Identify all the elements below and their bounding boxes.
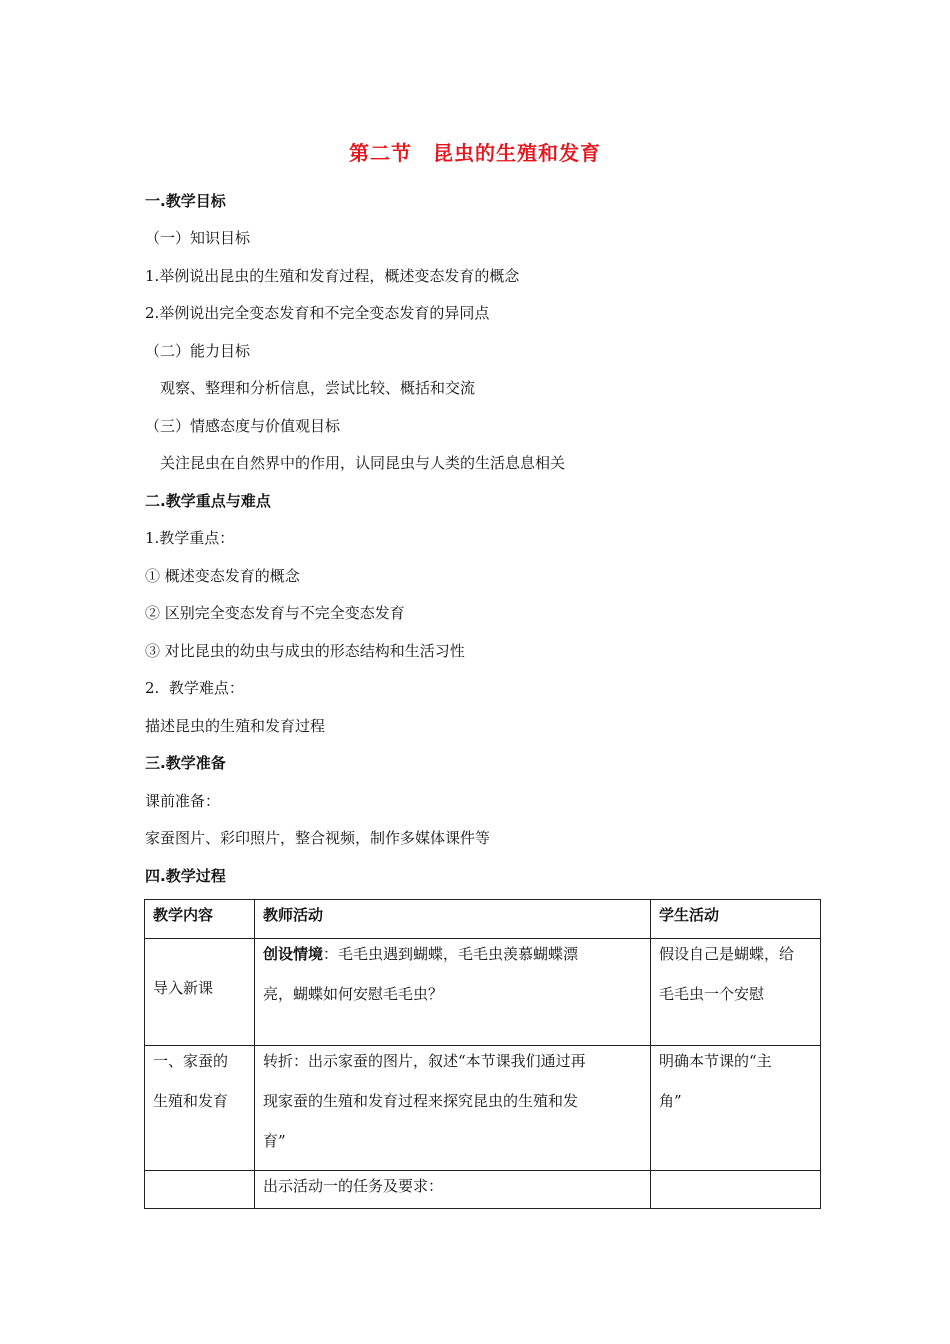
focus-item-2: ② 区别完全变态发育与不完全变态发育 [145,604,405,622]
section-heading-process: 四.教学过程 [145,867,226,885]
row2-teacher-line-2: 现家蚕的生殖和发育过程来探究昆虫的生殖和发 [263,1092,579,1110]
table-cell [255,939,651,1046]
row1-teacher-bold-lead: 创设情境 [263,945,324,963]
focus-item-3: ③ 对比昆虫的幼虫与成虫的形态结构和生活习性 [145,642,465,660]
header-teacher: 教师活动 [263,906,324,924]
focus-item-1: ① 概述变态发育的概念 [145,567,300,585]
focus-heading: 1.教学重点： [145,529,235,547]
table-header-cell [651,900,821,939]
row2-content-line-1: 一、家蚕的 [153,1052,229,1070]
table-header-row [145,900,821,939]
row2-student-line-2: 角” [659,1092,682,1110]
emotion-objectives-text: 关注昆虫在自然界中的作用，认同昆虫与人类的生活息息相关 [160,454,566,472]
row1-teacher-text: ：毛毛虫遇到蝴蝶，毛毛虫羡慕蝴蝶漂 [323,945,579,963]
row1-student-line-1: 假设自己是蝴蝶，给 [659,945,795,963]
header-student: 学生活动 [659,906,720,924]
table-row [145,1046,821,1171]
table-row [145,939,821,1046]
row2-student-line-1: 明确本节课的“主 [659,1052,772,1070]
difficulty-heading: 2. 教学难点： [145,679,244,697]
table-cell [145,1171,255,1209]
table-cell [255,1171,651,1209]
table-header-cell [255,900,651,939]
table-cell [255,1046,651,1171]
header-content: 教学内容 [153,906,214,924]
ability-objectives-text: 观察、整理和分析信息，尝试比较、概括和交流 [160,379,476,397]
table-cell [651,1046,821,1171]
pre-class-label: 课前准备： [145,792,221,810]
knowledge-objective-2: 2.举例说出完全变态发育和不完全变态发育的异同点 [145,304,490,322]
page-title: 第二节 昆虫的生殖和发育 [349,141,601,165]
knowledge-objectives-heading: （一）知识目标 [145,229,251,247]
ability-objectives-heading: （二）能力目标 [145,342,251,360]
row2-teacher-line-1: 转折：出示家蚕的图片，叙述“本节课我们通过再 [263,1052,586,1070]
row2-teacher-line-3: 育” [263,1132,286,1150]
table-cell [651,1171,821,1209]
teaching-process-table [144,899,821,1209]
table-row [145,1171,821,1209]
table-cell [145,1046,255,1171]
difficulty-text: 描述昆虫的生殖和发育过程 [145,717,326,735]
emotion-objectives-heading: （三）情感态度与价值观目标 [145,417,341,435]
row2-content-line-2: 生殖和发育 [153,1092,229,1110]
table-cell [651,939,821,1046]
preparation-items: 家蚕图片、彩印照片，整合视频，制作多媒体课件等 [145,829,491,847]
section-heading-preparation: 三.教学准备 [145,754,226,772]
row1-student-line-2: 毛毛虫一个安慰 [659,985,765,1003]
table-cell [145,939,255,1046]
row1-teacher-line-2: 亮，蝴蝶如何安慰毛毛虫？ [263,985,444,1003]
knowledge-objective-1: 1.举例说出昆虫的生殖和发育过程，概述变态发育的概念 [145,267,520,285]
row1-teacher-line-1 [263,944,642,964]
section-heading-key-points: 二.教学重点与难点 [145,492,271,510]
section-heading-objectives: 一.教学目标 [145,192,226,210]
row3-teacher-line-1: 出示活动一的任务及要求： [263,1177,444,1195]
table-header-cell [145,900,255,939]
row1-content: 导入新课 [153,979,214,997]
